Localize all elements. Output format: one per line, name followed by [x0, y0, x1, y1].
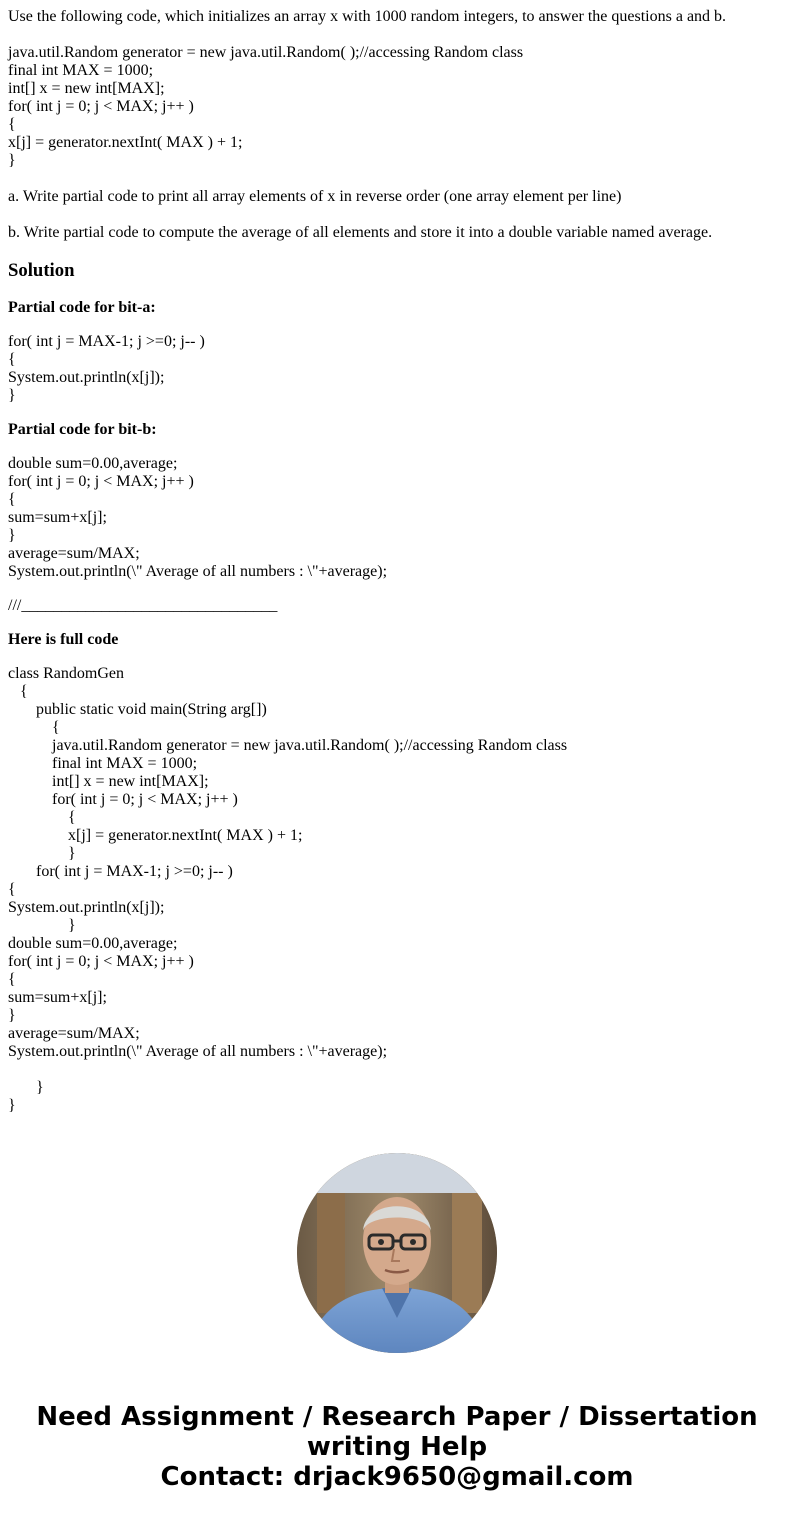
code-line: System.out.println(x[j]); — [8, 369, 165, 386]
code-line: java.util.Random generator = new java.util.Random( );//accessing Random class — [8, 44, 524, 61]
question-part-b: b. Write partial code to compute the average of all elements and store it into a double variable named average. — [8, 224, 713, 241]
code-line: final int MAX = 1000; — [8, 62, 154, 79]
code-line: System.out.println(\" Average of all numbers : \"+average); — [8, 563, 388, 580]
code-line: for( int j = 0; j < MAX; j++ ) — [8, 98, 194, 115]
code-line: System.out.println(x[j]); — [8, 899, 165, 916]
code-line: for( int j = MAX-1; j >=0; j-- ) — [36, 863, 233, 880]
code-line: public static void main(String arg[]) — [36, 701, 267, 718]
bit-b-code-block — [8, 455, 788, 581]
code-line — [8, 1061, 788, 1079]
footer-contact-email: Contact: drjack9650@gmail.com — [160, 1462, 634, 1492]
code-line: class RandomGen — [8, 665, 124, 682]
question-intro: Use the following code, which initializes an array x with 1000 random integers, to answer the questions a and b. — [8, 8, 727, 25]
code-line: average=sum/MAX; — [8, 545, 140, 562]
code-line: { — [68, 809, 76, 826]
code-line: } — [68, 917, 76, 934]
code-line: { — [8, 116, 16, 133]
full-code-block — [8, 665, 788, 1115]
question-part-a: a. Write partial code to print all array elements of x in reverse order (one array element per line) — [8, 188, 622, 205]
code-line: double sum=0.00,average; — [8, 455, 178, 472]
code-line: x[j] = generator.nextInt( MAX ) + 1; — [8, 134, 243, 151]
code-line: { — [20, 683, 28, 700]
code-line: for( int j = 0; j < MAX; j++ ) — [52, 791, 238, 808]
code-line: for( int j = 0; j < MAX; j++ ) — [8, 473, 194, 490]
code-line: } — [36, 1079, 44, 1096]
code-line: double sum=0.00,average; — [8, 935, 178, 952]
code-line: } — [8, 1097, 16, 1114]
code-line: } — [68, 845, 76, 862]
code-line: { — [8, 351, 16, 368]
code-line: int[] x = new int[MAX]; — [8, 80, 165, 97]
code-line: { — [8, 881, 16, 898]
bit-b-heading: Partial code for bit-b: — [8, 421, 157, 438]
footer-line-2: writing Help — [306, 1432, 488, 1462]
code-line: int[] x = new int[MAX]; — [52, 773, 209, 790]
code-line: } — [8, 527, 16, 544]
code-line: sum=sum+x[j]; — [8, 509, 107, 526]
footer-line-1: Need Assignment / Research Paper / Dissertation — [36, 1402, 758, 1432]
portrait-image — [297, 1153, 497, 1353]
question-code-block — [8, 44, 788, 170]
code-line: } — [8, 152, 16, 169]
code-line: System.out.println(\" Average of all numbers : \"+average); — [8, 1043, 388, 1060]
code-line: for( int j = MAX-1; j >=0; j-- ) — [8, 333, 205, 350]
full-code-heading: Here is full code — [8, 631, 119, 648]
code-line: x[j] = generator.nextInt( MAX ) + 1; — [68, 827, 303, 844]
bit-a-code-block — [8, 333, 788, 405]
code-line: } — [8, 1007, 16, 1024]
code-line: { — [8, 491, 16, 508]
solution-heading: Solution — [8, 260, 75, 281]
code-line: } — [8, 387, 16, 404]
code-line: final int MAX = 1000; — [52, 755, 198, 772]
footer-contact-banner — [0, 1402, 794, 1492]
separator-line: ///________________________________ — [8, 597, 278, 614]
code-line: average=sum/MAX; — [8, 1025, 140, 1042]
code-line: sum=sum+x[j]; — [8, 989, 107, 1006]
document-body — [8, 8, 788, 1115]
bit-a-heading: Partial code for bit-a: — [8, 299, 156, 316]
code-line: { — [52, 719, 60, 736]
code-line: java.util.Random generator = new java.util.Random( );//accessing Random class — [52, 737, 568, 754]
code-line: { — [8, 971, 16, 988]
author-photo — [297, 1153, 497, 1353]
code-line: for( int j = 0; j < MAX; j++ ) — [8, 953, 194, 970]
